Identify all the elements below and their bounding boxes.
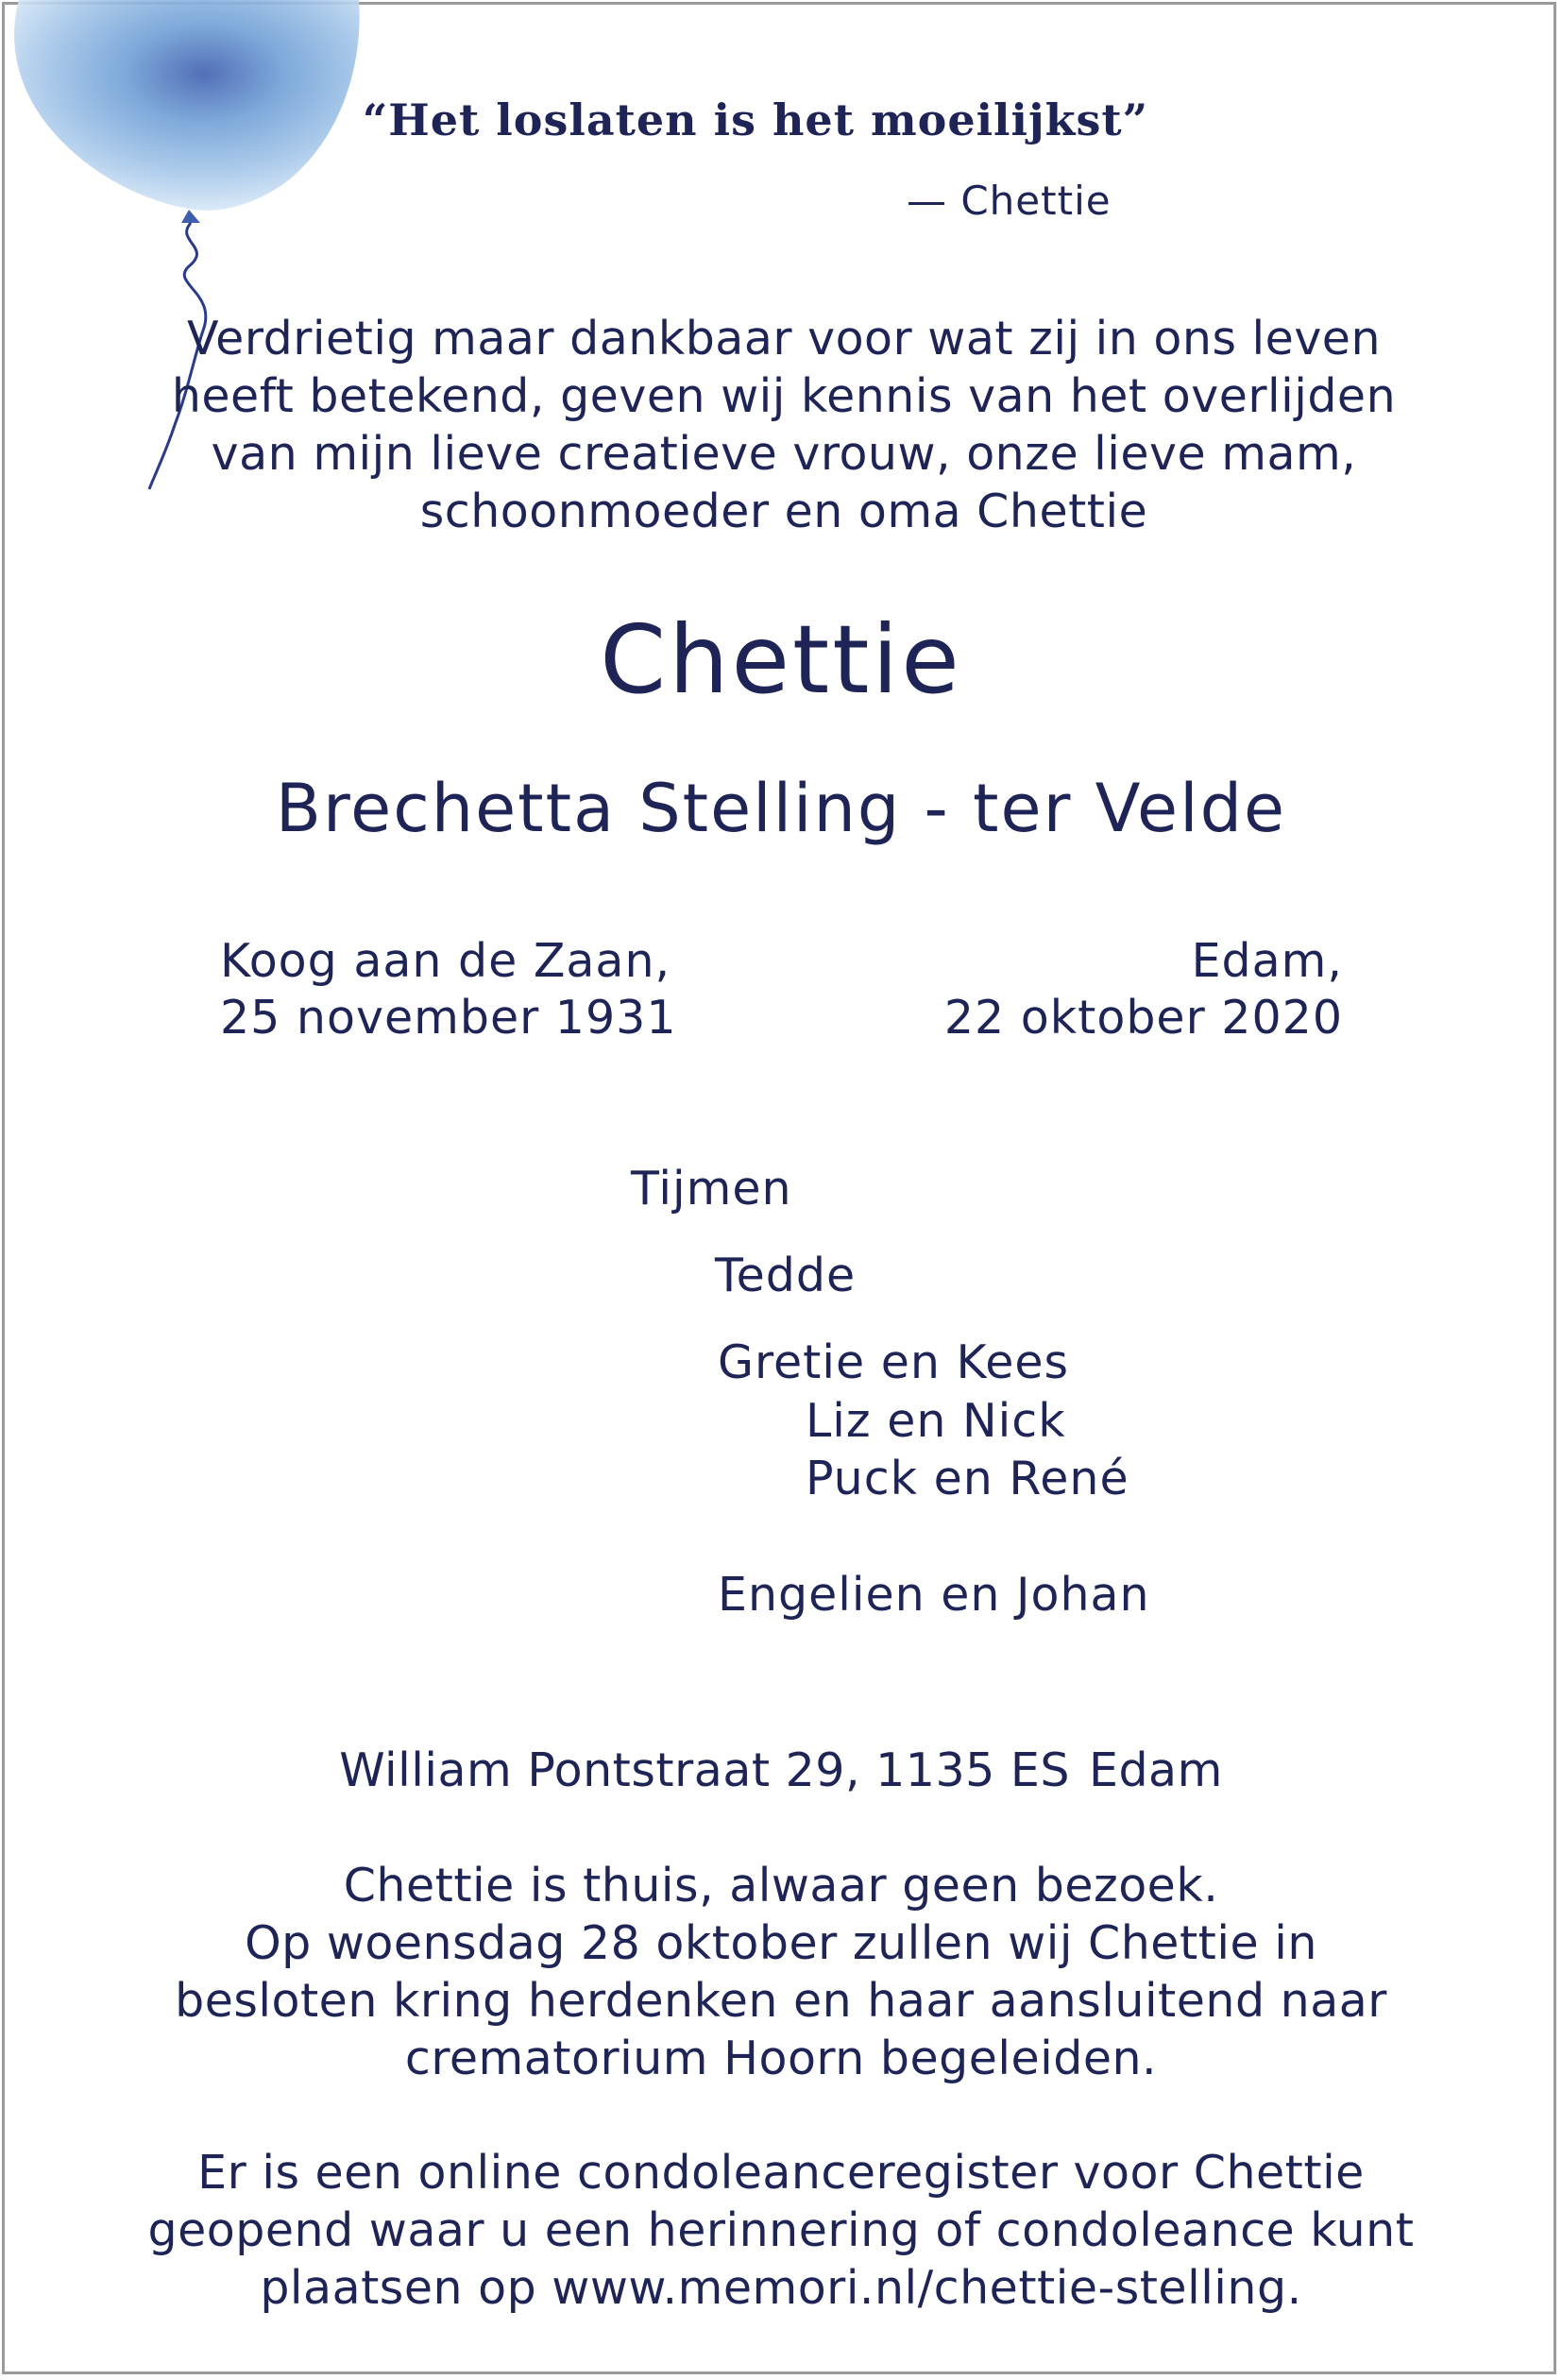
intro-paragraph bbox=[123, 310, 1445, 540]
quote-text: “Het loslaten is het moeilijkst” bbox=[362, 94, 1149, 145]
online-line: Er is een online condoleanceregister voor Chettie bbox=[197, 2146, 1365, 2200]
online-line: plaatsen op www.memori.nl/chettie-stelling. bbox=[260, 2261, 1302, 2315]
info-line: crematorium Hoorn begeleiden. bbox=[404, 2032, 1158, 2085]
info-line: besloten kring herdenken en haar aansluitend naar bbox=[175, 1974, 1387, 2028]
birth-place: Koog aan de Zaan, bbox=[220, 934, 671, 988]
address-city: Edam bbox=[1088, 1743, 1223, 1797]
info-paragraph bbox=[94, 1857, 1468, 2087]
info-line: Op woensdag 28 oktober zullen wij Chettie in bbox=[245, 1916, 1317, 1970]
deceased-first-name: Chettie bbox=[600, 604, 962, 715]
online-register-paragraph bbox=[94, 2144, 1468, 2317]
family-member: Tijmen bbox=[631, 1162, 792, 1216]
family-member: Tedde bbox=[715, 1249, 857, 1302]
deceased-full-name: Brechetta Stelling - ter Velde bbox=[275, 770, 1287, 847]
info-line: Chettie is thuis, alwaar geen bezoek. bbox=[343, 1859, 1219, 1912]
intro-line: heeft betekend, geven wij kennis van het overlijden bbox=[171, 369, 1397, 423]
death-place: Edam, bbox=[1191, 934, 1343, 988]
family-member: Engelien en Johan bbox=[718, 1568, 1150, 1622]
quote-author: — Chettie bbox=[907, 178, 1112, 224]
death-date: 22 oktober 2020 bbox=[943, 991, 1343, 1045]
intro-line: schoonmoeder en oma Chettie bbox=[419, 484, 1148, 538]
online-line: geopend waar u een herinnering of condoleance kunt bbox=[147, 2203, 1415, 2257]
intro-line: van mijn lieve creatieve vrouw, onze lieve mam, bbox=[211, 427, 1357, 481]
intro-line: Verdrietig maar dankbaar voor wat zij in ons leven bbox=[186, 312, 1382, 366]
death-block bbox=[944, 933, 1343, 1046]
birth-date: 25 november 1931 bbox=[220, 991, 677, 1045]
address-street: William Pontstraat 29, 1135 ES bbox=[339, 1743, 1070, 1797]
family-member: Liz en Nick bbox=[806, 1394, 1066, 1448]
family-member: Gretie en Kees bbox=[718, 1335, 1070, 1389]
address bbox=[0, 1743, 1562, 1797]
birth-block bbox=[220, 933, 677, 1046]
family-member: Puck en René bbox=[806, 1452, 1129, 1505]
